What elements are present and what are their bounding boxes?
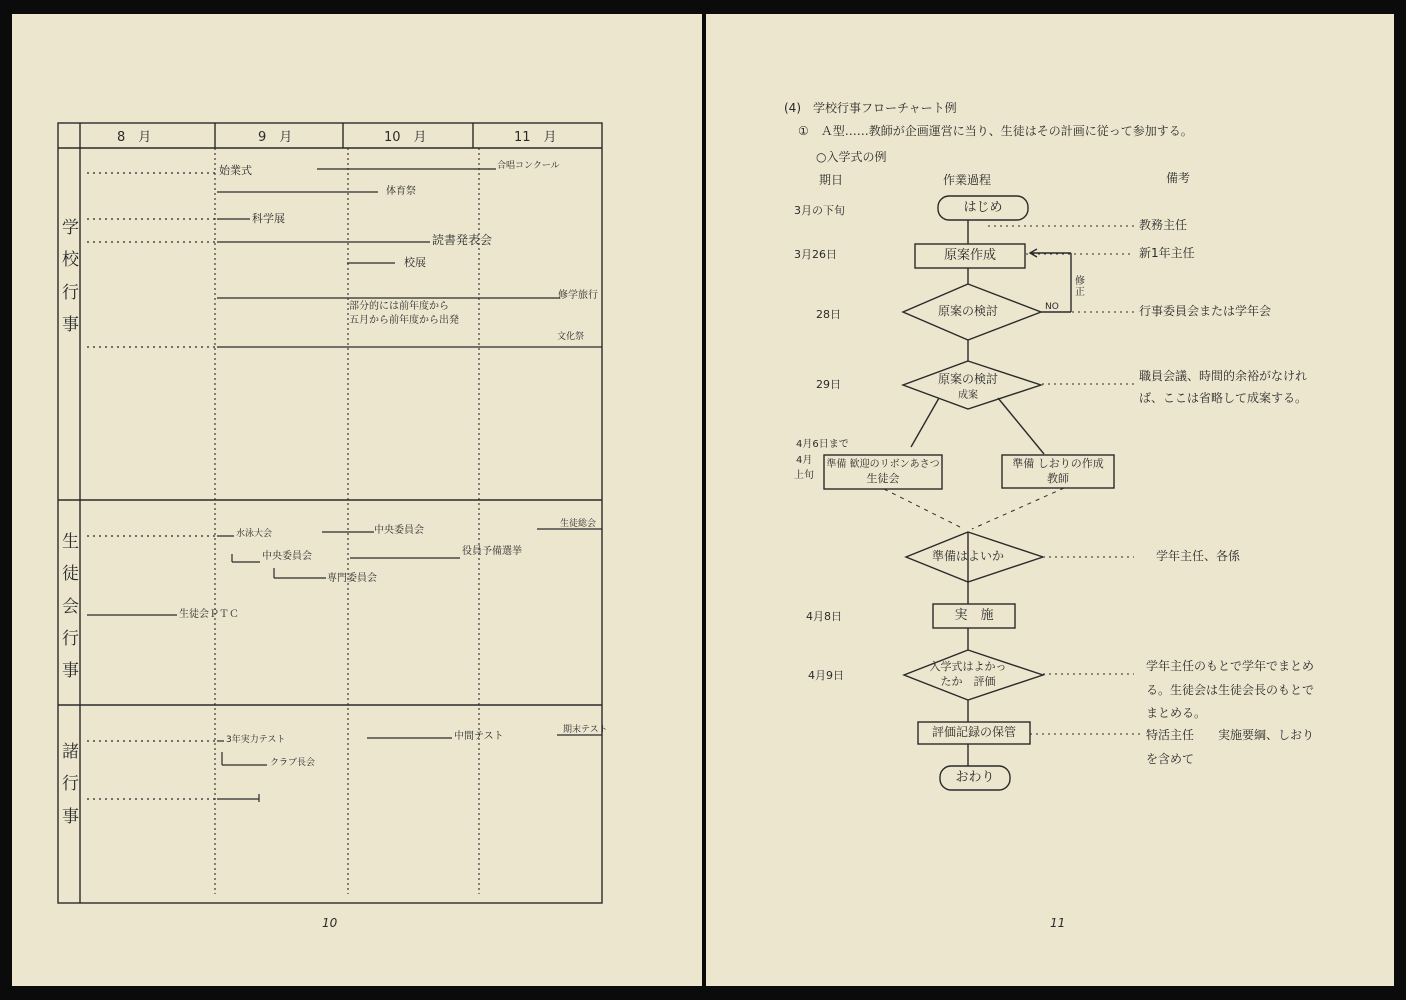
category-misc-events: 諸 行 事 <box>62 742 79 827</box>
left-page <box>12 14 702 986</box>
node-prep-teachers-line2: 教師 <box>1047 472 1069 486</box>
note-academic-chief: 教務主任 <box>1139 218 1188 232</box>
section-heading: (4) 学校行事フローチャート例 <box>784 101 957 115</box>
column-header-process: 作業過程 <box>943 173 992 187</box>
event-school-exhibit: 校展 <box>404 256 426 269</box>
note-events-committee: 行事委員会または学年会 <box>1139 304 1272 318</box>
event-central-committee-1: 中央委員会 <box>374 525 424 536</box>
date-early: 上旬 <box>794 470 814 481</box>
month-header-oct: 10 月 <box>384 130 427 145</box>
category-student-council: 生 徒 会 行 事 <box>62 532 79 682</box>
page-number-left: 10 <box>322 916 338 930</box>
category-school-events: 学 校 行 事 <box>62 218 79 335</box>
schedule-grid <box>12 14 702 986</box>
note-evaluation-line2: る。生徒会は生徒会長のもとで <box>1146 683 1315 697</box>
event-sports-festival: 体育祭 <box>386 186 416 197</box>
event-specialist-committee: 専門委員会 <box>327 573 377 584</box>
note-staff-meeting-line1: 職員会議、時間的余裕がなけれ <box>1139 369 1308 383</box>
event-club-meeting: クラブ長会 <box>270 758 316 768</box>
month-header-nov: 11 月 <box>514 130 557 145</box>
label-no: NO <box>1045 302 1059 312</box>
event-final-test: 期末テスト <box>563 725 608 735</box>
note-record-line1: 特活主任 実施要綱、しおり <box>1146 728 1315 742</box>
node-prep-students-line2: 生徒会 <box>866 472 900 486</box>
event-reading-presentation: 読書発表会 <box>432 233 493 247</box>
note-evaluation-line1: 学年主任のもとで学年でまとめ <box>1146 659 1315 673</box>
note-grade-chief-staff: 学年主任、各係 <box>1156 549 1241 563</box>
node-evaluate-line1: 入学式はよかっ <box>929 659 1007 673</box>
node-record: 評価記録の保管 <box>931 725 1016 740</box>
event-officer-election: 役員予備選挙 <box>462 546 522 557</box>
date-april-9: 4月9日 <box>808 669 844 682</box>
date-april: 4月 <box>796 455 813 466</box>
event-note-line2: 五月から前年度から出発 <box>349 315 459 326</box>
node-review-1: 原案の検討 <box>937 304 998 319</box>
date-29: 29日 <box>816 378 841 391</box>
date-april-8: 4月8日 <box>806 610 842 623</box>
date-late-march: 3月の下旬 <box>794 204 845 217</box>
node-draft: 原案作成 <box>943 247 996 263</box>
note-evaluation-line3: まとめる。 <box>1146 706 1207 720</box>
node-prep-students-line1: 準備 歓迎のリボンあさつ <box>826 458 940 470</box>
section-subheading: ① Ａ型……教師が企画運営に当り、生徒はその計画に従って参加する。 <box>798 124 1193 138</box>
event-student-ptc: 生徒会ＰＴＣ <box>179 609 239 620</box>
column-header-date: 期日 <box>819 173 844 187</box>
event-swim-meet: 水泳大会 <box>236 529 273 539</box>
month-header-sep: 9 月 <box>258 130 293 145</box>
column-header-notes: 備考 <box>1166 171 1191 185</box>
note-staff-meeting-line2: ば、ここは省略して成案する。 <box>1139 391 1308 405</box>
node-evaluate-line2: たか 評価 <box>940 674 996 688</box>
right-page <box>706 14 1394 986</box>
date-by-april-6: 4月6日まで <box>796 439 849 450</box>
example-label: ○入学式の例 <box>816 150 887 164</box>
page-number-right: 11 <box>1050 916 1066 930</box>
event-student-assembly: 生徒総会 <box>560 519 597 529</box>
date-march-26: 3月26日 <box>794 248 837 261</box>
event-shigyoshiki: 始業式 <box>219 164 252 177</box>
note-record-line2: を含めて <box>1146 752 1195 766</box>
node-ready-check: 準備はよいか <box>931 549 1004 564</box>
event-grade3-test: 3年実力テスト <box>226 735 286 745</box>
month-header-aug: 8 月 <box>117 130 152 145</box>
node-review-2: 原案の検討 <box>937 372 998 387</box>
node-end: おわり <box>955 769 995 785</box>
event-midterm-test: 中間テスト <box>454 731 504 742</box>
event-choir-contest: 合唱コンクール <box>497 161 560 171</box>
event-central-committee-2: 中央委員会 <box>262 551 312 562</box>
event-science-exhibit: 科学展 <box>252 212 285 225</box>
label-fix: 修正 <box>1075 276 1085 298</box>
date-28: 28日 <box>816 308 841 321</box>
flowchart <box>706 14 1394 986</box>
node-execute: 実 施 <box>954 607 994 623</box>
label-adopt: 成案 <box>958 390 978 402</box>
node-prep-teachers-line1: 準備 しおりの作成 <box>1012 457 1104 471</box>
event-note-line1: 部分的には前年度から <box>349 301 449 312</box>
event-school-trip: 修学旅行 <box>558 290 598 301</box>
event-culture-festival: 文化祭 <box>557 332 585 342</box>
note-new-grade1-chief: 新1年主任 <box>1139 246 1195 260</box>
node-start: はじめ <box>963 199 1003 215</box>
